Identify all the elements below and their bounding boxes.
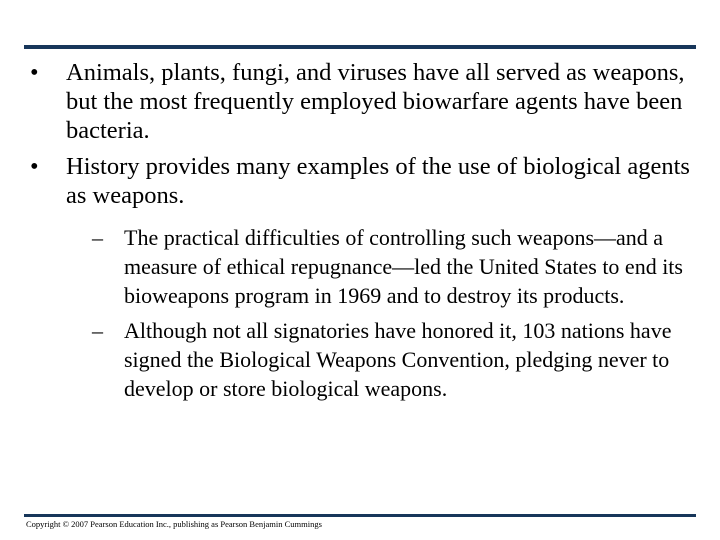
sub-bullet-item-2	[0, 316, 720, 403]
top-divider	[24, 45, 696, 49]
bullet-item-1	[0, 58, 720, 145]
sub-bullet-list	[0, 223, 720, 403]
bullet-item-2	[0, 152, 720, 210]
bullet-marker: •	[30, 59, 39, 86]
dash-marker: –	[92, 225, 103, 250]
slide-body	[0, 58, 720, 403]
sub-bullet-item-1	[0, 223, 720, 310]
copyright-footer: Copyright © 2007 Pearson Education Inc., publishing as Pearson Benjamin Cummings	[26, 519, 322, 529]
bullet-marker: •	[30, 153, 39, 180]
bullet-text: Animals, plants, fungi, and viruses have all served as weapons, but the most frequently employed biowarfare agents have been bacteria.	[66, 59, 685, 144]
bullet-text: History provides many examples of the use of biological agents as weapons.	[66, 153, 690, 209]
dash-marker: –	[92, 318, 103, 343]
sub-bullet-text: The practical difficulties of controlling such weapons—and a measure of ethical repugnance—led the United States to end its bioweapons program in 1969 and to destroy its products.	[124, 225, 683, 308]
sub-bullet-text: Although not all signatories have honored it, 103 nations have signed the Biological Weapons Convention, pledging never to develop or store biological weapons.	[124, 318, 672, 401]
bottom-divider	[24, 514, 696, 517]
